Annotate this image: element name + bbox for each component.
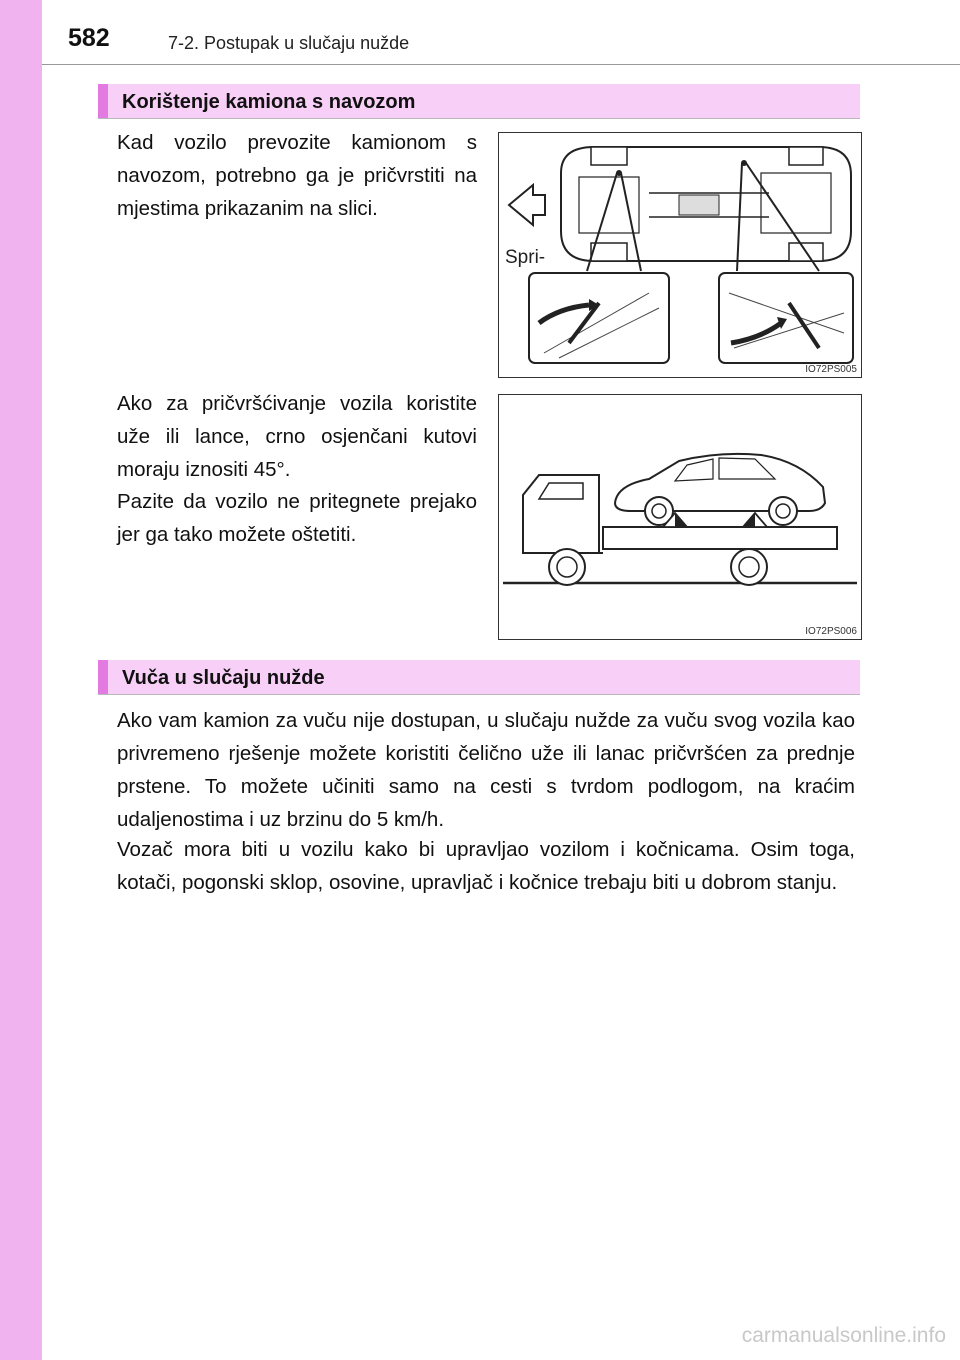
paragraph-angle: Ako za pričvršćivanje vozila koristite uže ili lance, crno osjenčani kutovi moraju iznositi 45°.: [117, 392, 477, 481]
page-number: 582: [68, 24, 110, 52]
section-heading-text: Korištenje kamiona s navozom: [122, 91, 416, 113]
car-underbody-illustration: [499, 133, 861, 377]
figure-label: Spri-: [505, 247, 546, 268]
chapter-title: 7-2. Postupak u slučaju nužde: [168, 33, 410, 53]
paragraph-towing-rope: Ako vam kamion za vuču nije dostupan, u slučaju nužde za vuču svog vozila kao privremeno rješenje možete koristiti čelično uže ili lanac pričvršćen za prednje prstene. To možete učiniti samo na cesti s tvrdom podlogom, na kraćim udaljenostima i uz brzinu do 5 km/h.: [117, 709, 855, 831]
section-heading-text: Vuča u slučaju nužde: [122, 667, 325, 689]
side-band: [0, 0, 42, 1360]
paragraph-flatbed-intro: Kad vozilo prevozite kamionom s navozom, potrebno ga je pričvrstiti na mjestima prikazanim na slici.: [117, 131, 477, 220]
figure-tie-down-points: [498, 132, 862, 378]
figure-code: IO72PS006: [805, 626, 857, 637]
section-heading-flatbed: [98, 84, 860, 118]
paragraph-driver: Vozač mora biti u vozilu kako bi upravljao vozilom i kočnicama. Osim toga, kotači, pogonski sklop, osovine, upravljač i kočnice trebaju biti u dobrom stanju.: [117, 838, 855, 894]
paragraph-caution: Pazite da vozilo ne pritegnete prejako jer ga tako možete oštetiti.: [117, 490, 477, 546]
flatbed-truck-illustration: [499, 395, 861, 639]
header-rule: [42, 64, 960, 65]
watermark: carmanualsonline.info: [741, 1324, 946, 1347]
figure-code: IO72PS005: [805, 364, 857, 375]
figure-flatbed-truck: [498, 394, 862, 640]
section-heading-emergency-towing: [98, 660, 860, 694]
